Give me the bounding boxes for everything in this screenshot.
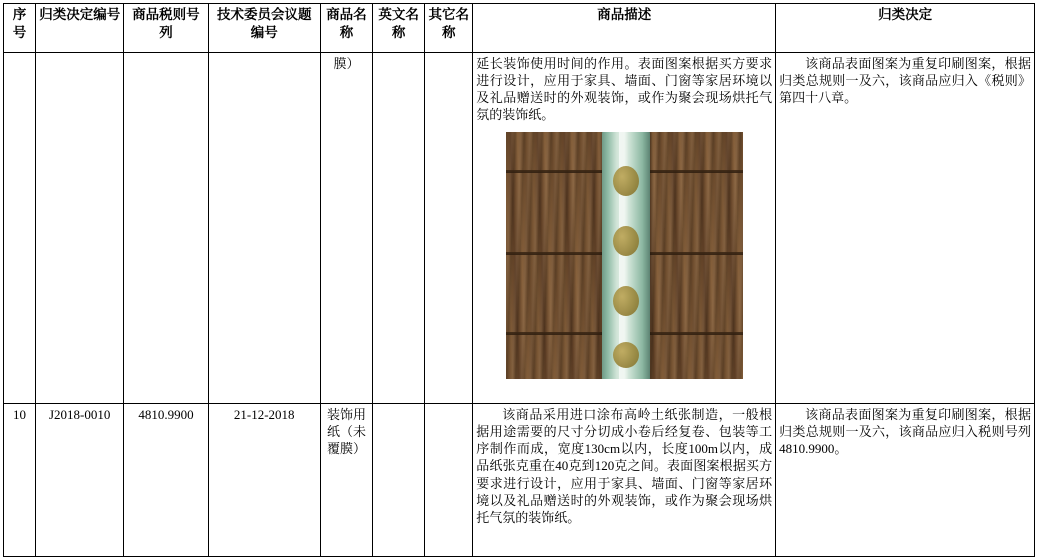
cell-doc-no (36, 53, 124, 404)
cell-doc-no: J2018-0010 (36, 404, 124, 557)
decorative-paper-roll (602, 132, 650, 379)
cell-cn-name: 膜） (320, 53, 372, 404)
description-text: 延长装饰使用时间的作用。表面图案根据买方要求进行设计，应用于家具、墙面、门窗等家居环境以及礼品赠送时的外观装饰，或作为聚会现场烘托气氛的装饰纸。 (476, 56, 773, 123)
decision-text: 该商品表面图案为重复印刷图案，根据归类总规则一及六，该商品应归入《税则》第四十八章。 (779, 56, 1031, 106)
cell-hs-code (124, 53, 208, 404)
cell-decision (776, 404, 1035, 557)
cell-decision (776, 53, 1035, 404)
description-text: 该商品采用进口涂布高岭土纸张制造，一般根据用途需要的尺寸分切成小卷后经复卷、包装等工序制作而成，宽度130cm以内，长度100m以内，成品纸张克重在40克到120克之间。表面图案根据买方要求进行设计，应用于家具、墙面、门窗等家居环境以及礼品赠送时的外观装饰，或作为聚会现场烘托气氛的装饰纸。 (476, 407, 773, 525)
cell-seq (4, 53, 36, 404)
header-other-name: 其它名称 (425, 4, 473, 53)
product-photo (506, 132, 743, 379)
wood-background (506, 132, 743, 379)
cell-en-name (373, 53, 425, 404)
cell-hs-code: 4810.9900 (124, 404, 208, 557)
cell-description (473, 404, 776, 557)
table-header-row (4, 4, 1035, 53)
cell-seq: 10 (4, 404, 36, 557)
cell-meeting-no (208, 53, 320, 404)
cell-other-name (425, 53, 473, 404)
header-hs-code: 商品税则号列 (124, 4, 208, 53)
header-en-name: 英文名称 (373, 4, 425, 53)
header-meeting-no: 技术委员会议题编号 (208, 4, 320, 53)
header-description: 商品描述 (473, 4, 776, 53)
cell-meeting-no: 21-12-2018 (208, 404, 320, 557)
header-cn-name: 商品名称 (320, 4, 372, 53)
classification-decision-table (3, 3, 1035, 557)
document-page (0, 3, 1039, 546)
cell-cn-name: 装饰用纸（未覆膜） (320, 404, 372, 557)
header-decision: 归类决定 (776, 4, 1035, 53)
cell-other-name (425, 404, 473, 557)
table-row (4, 404, 1035, 557)
header-doc-no: 归类决定编号 (36, 4, 124, 53)
header-seq: 序号 (4, 4, 36, 53)
decision-text: 该商品表面图案为重复印刷图案，根据归类总规则一及六，该商品应归入税则号列4810.9900。 (779, 407, 1031, 457)
cell-description (473, 53, 776, 404)
cell-en-name (373, 404, 425, 557)
table-row (4, 53, 1035, 404)
